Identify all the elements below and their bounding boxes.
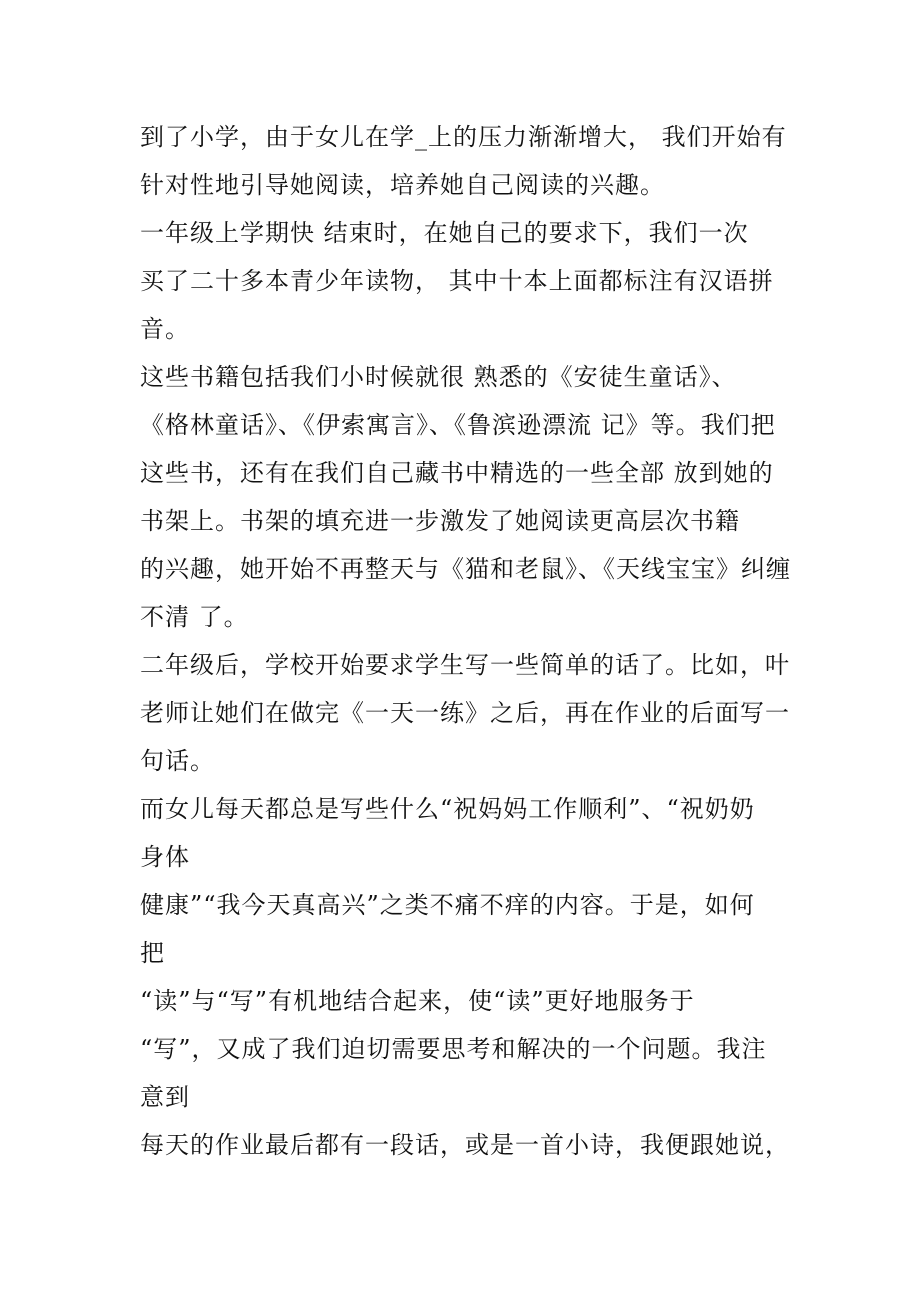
text-line: 这些书，还有在我们自己藏书中精选的一些全部 放到她的 xyxy=(140,459,774,487)
text-line: 老师让她们在做完《一天一练》之后，再在作业的后面写一 xyxy=(140,699,790,727)
text-line: 身体 xyxy=(140,843,190,871)
text-line: “读”与“写”有机地结合起来，使“读”更好地服务于 xyxy=(140,987,695,1015)
text-line: 《格林童话》、《伊索寓言》、《鲁滨逊漂流 记》等。我们把 xyxy=(140,411,776,439)
text-line: 句话。 xyxy=(140,747,215,775)
text-line: 这些书籍包括我们小时候就很 熟悉的《安徒生童话》、 xyxy=(140,363,737,391)
text-line: 到了小学，由于女儿在学_上的压力渐渐增大， 我们开始有 xyxy=(140,123,787,151)
text-line: 买了二十多本青少年读物， 其中十本上面都标注有汉语拼 xyxy=(140,267,774,295)
text-line: 的兴趣，她开始不再整天与《猫和老鼠》、《天线宝宝》纠缠 xyxy=(140,555,791,583)
text-line: 意到 xyxy=(140,1083,190,1111)
text-line: 把 xyxy=(140,939,165,967)
text-line: 每天的作业最后都有一段话，或是一首小诗，我便跟她说， xyxy=(140,1131,790,1159)
text-line: 不清 了。 xyxy=(140,603,249,631)
text-line: 而女儿每天都总是写些什么“祝妈妈工作顺利”、“祝奶奶 xyxy=(140,795,755,823)
text-line: 健康”“我今天真高兴”之类不痛不痒的内容。于是，如何 xyxy=(140,891,755,919)
text-line: 音。 xyxy=(140,315,190,343)
text-line: 一年级上学期快 结束时，在她自己的要求下，我们一次 xyxy=(140,219,749,247)
text-line: “写”，又成了我们迫切需要思考和解决的一个问题。我注 xyxy=(140,1035,767,1063)
text-line: 书架上。书架的填充进一步激发了她阅读更高层次书籍 xyxy=(140,507,740,535)
text-line: 二年级后，学校开始要求学生写一些简单的话了。比如，叶 xyxy=(140,651,790,679)
text-line: 针对性地引导她阅读，培养她自己阅读的兴趣。 xyxy=(140,171,665,199)
